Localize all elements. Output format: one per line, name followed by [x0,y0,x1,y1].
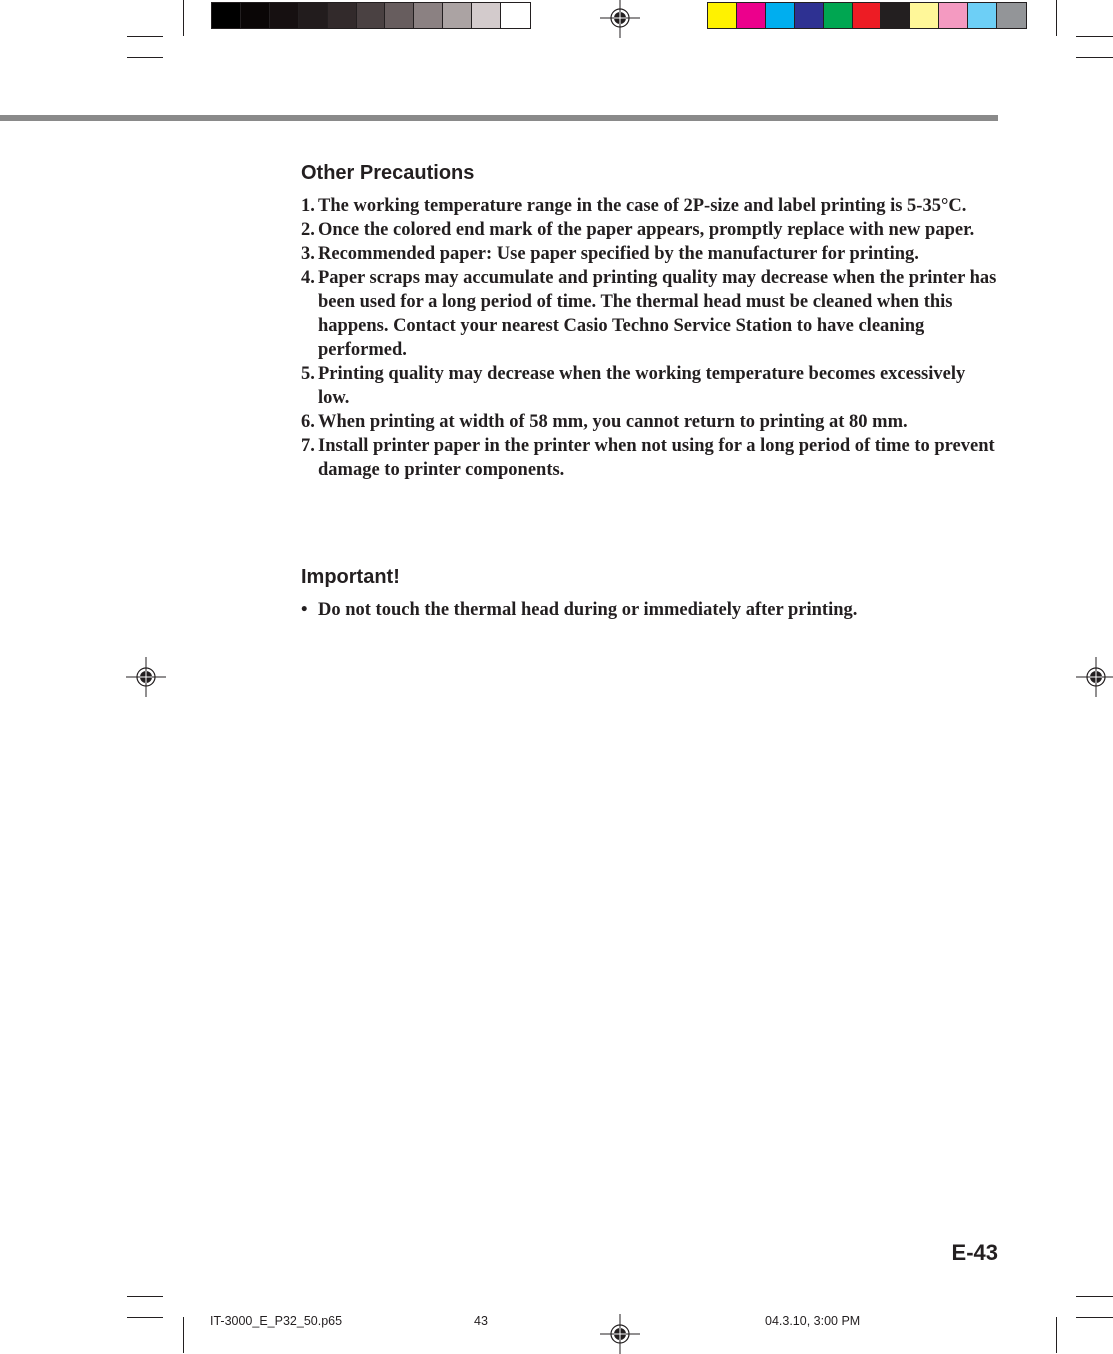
grayscale-swatch [414,3,443,28]
list-item [301,194,1001,218]
process-swatch [910,3,939,28]
process-swatch [881,3,910,28]
list-item [301,242,1001,266]
grayscale-swatch [270,3,299,28]
list-item-text: Install printer paper in the printer when not using for a long period of time to prevent damage to printer components. [318,436,995,480]
section-title-other-precautions: Other Precautions [301,162,475,184]
process-swatch [737,3,766,28]
grayscale-swatch [443,3,472,28]
list-item-text: Paper scraps may accumulate and printing quality may decrease when the printer has been used for a long period of time. The thermal head must be cleaned when this happens. Contact your nearest Casio Techno Service Station to have cleaning performed. [318,268,997,360]
process-swatch [708,3,737,28]
section-title-important: Important! [301,566,400,588]
process-swatch [997,3,1026,28]
grayscale-swatch [299,3,328,28]
list-item-number: 7. [301,436,315,456]
list-item-number: 3. [301,244,315,264]
list-item [301,598,1001,622]
crop-mark [1076,1296,1113,1297]
list-item-number: • [301,600,308,620]
grayscale-swatch [472,3,501,28]
process-color-bar [707,2,1027,29]
process-swatch [853,3,882,28]
process-swatch [939,3,968,28]
grayscale-swatch [357,3,386,28]
crop-mark [183,1317,184,1353]
crop-mark [1076,1317,1113,1318]
crop-mark [127,57,163,58]
list-item [301,410,1001,434]
footer-filename: IT-3000_E_P32_50.p65 [210,1314,343,1328]
list-item [301,434,1001,482]
header-rule [0,115,998,121]
grayscale-swatch [212,3,241,28]
important-list [301,598,1001,622]
grayscale-swatch [385,3,414,28]
footer-page: 43 [474,1314,488,1328]
list-item-number: 1. [301,196,315,216]
page-number: E-43 [951,1240,998,1265]
process-swatch [824,3,853,28]
registration-mark-icon [1076,657,1113,697]
list-item-text: When printing at width of 58 mm, you cannot return to printing at 80 mm. [318,412,908,432]
list-item-text: Once the colored end mark of the paper appears, promptly replace with new paper. [318,220,975,240]
registration-mark-icon [600,0,640,38]
grayscale-color-bar [211,2,531,29]
crop-mark [1056,0,1057,36]
crop-mark [1076,57,1113,58]
list-item-number: 4. [301,268,315,288]
registration-mark-icon [126,657,166,697]
registration-mark-icon [600,1314,640,1354]
crop-mark [1076,36,1113,37]
list-item-number: 6. [301,412,315,432]
grayscale-swatch [241,3,270,28]
grayscale-swatch [328,3,357,28]
crop-mark [127,1296,163,1297]
list-item [301,218,1001,242]
list-item [301,266,1001,362]
process-swatch [766,3,795,28]
crop-mark [127,1317,163,1318]
list-item-number: 2. [301,220,315,240]
grayscale-swatch [501,3,530,28]
process-swatch [968,3,997,28]
footer-date: 04.3.10, 3:00 PM [765,1314,861,1328]
crop-mark [183,0,184,36]
list-item-text: Printing quality may decrease when the working temperature becomes excessively low. [318,364,966,408]
list-item-text: Recommended paper: Use paper specified by the manufacturer for printing. [318,244,919,264]
list-item-number: 5. [301,364,315,384]
list-item [301,362,1001,410]
list-item-text: The working temperature range in the case of 2P-size and label printing is 5-35°C. [318,196,967,216]
precautions-list [301,194,1001,482]
list-item-text: Do not touch the thermal head during or immediately after printing. [318,600,858,620]
crop-mark [1056,1317,1057,1353]
process-swatch [795,3,824,28]
crop-mark [127,36,163,37]
